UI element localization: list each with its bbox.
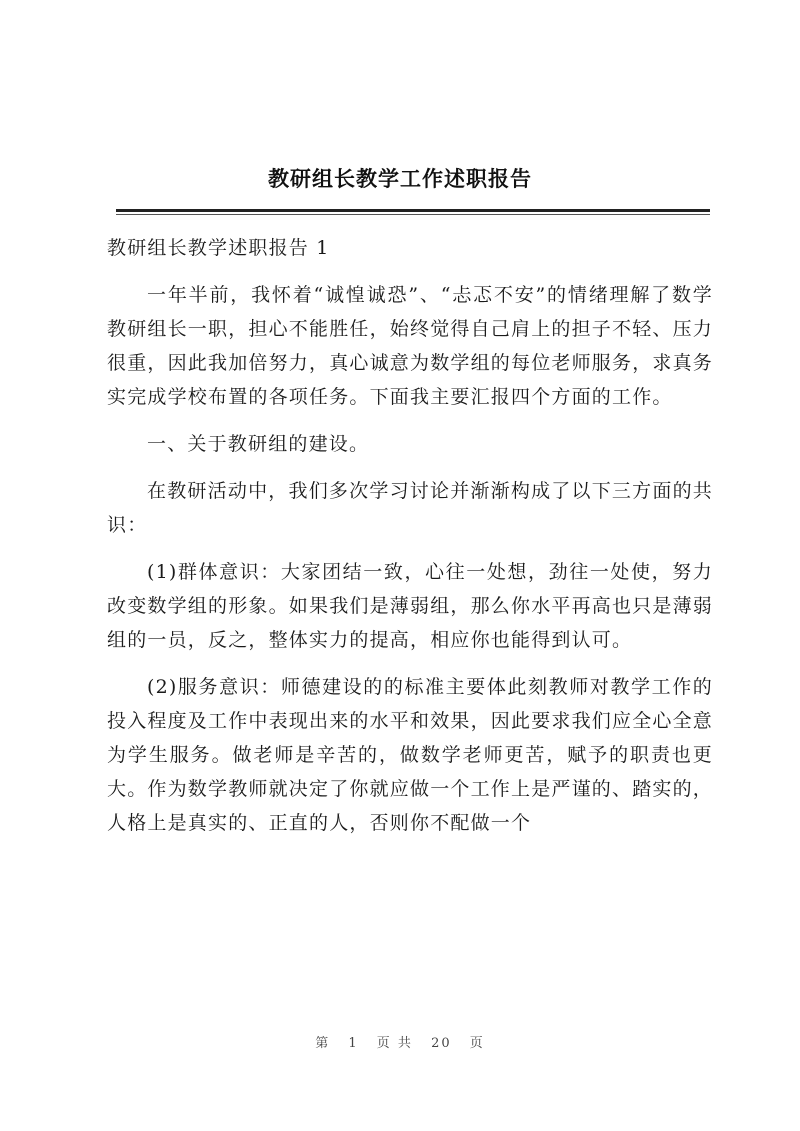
paragraph-consensus: 在教研活动中，我们多次学习讨论并渐渐构成了以下三方面的共识： bbox=[107, 480, 713, 536]
paragraph-service-awareness: (2)服务意识：师德建设的的标准主要体此刻教师对教学工作的投入程度及工作中表现出来的水平和效果，因此要求我们应全心全意为学生服务。做老师是辛苦的，做数学老师更苦，赋予的职责也更大。作为数学教师就决定了你就应做一个工作上是严谨的、踏实的，人格上是真实的、正直的人，否则你不配做一个 bbox=[107, 676, 714, 834]
footer-suffix: 页 bbox=[469, 1036, 485, 1051]
paragraph-group-awareness: (1)群体意识：大家团结一致，心往一处想，劲往一处使，努力改变数学组的形象。如果我们是薄弱组，那么你水平再高也只是薄弱组的一员，反之，整体实力的提高，相应你也能得到认可。 bbox=[107, 561, 714, 651]
title-divider bbox=[116, 209, 710, 212]
page-footer bbox=[0, 1032, 800, 1051]
footer-current-page: 1 bbox=[348, 1036, 359, 1051]
section-heading: 教研组长教学述职报告 1 bbox=[107, 237, 330, 259]
footer-prefix: 第 bbox=[315, 1036, 331, 1051]
paragraph-intro: 一年半前，我怀着“诚惶诚恐”、“忐忑不安”的情绪理解了数学教研组长一职，担心不能胜任，始终觉得自己肩上的担子不轻、压力很重，因此我加倍努力，真心诚意为数学组的每位老师服务，求真务实完成学校布置的各项任务。下面我主要汇报四个方面的工作。 bbox=[107, 284, 714, 408]
document-body bbox=[107, 231, 713, 853]
title-divider-thin bbox=[116, 214, 710, 215]
paragraph-subheading: 一、关于教研组的建设。 bbox=[147, 433, 370, 455]
footer-middle: 页 共 bbox=[376, 1036, 413, 1051]
footer-total-pages: 20 bbox=[431, 1036, 452, 1051]
document-title: 教研组长教学工作述职报告 bbox=[268, 166, 532, 191]
